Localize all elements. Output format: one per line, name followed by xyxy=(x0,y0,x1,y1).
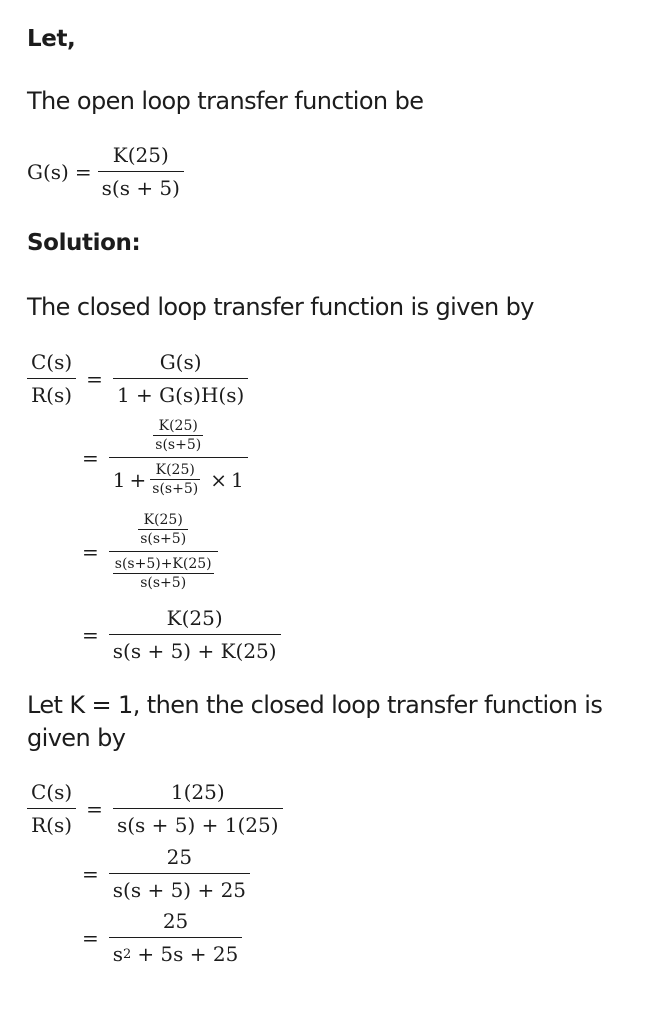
one: 1 xyxy=(112,467,126,492)
denominator: 1 + G(s)H(s) xyxy=(116,383,245,408)
s-base: s xyxy=(112,942,124,967)
k1-eq-line-2 xyxy=(80,845,250,902)
equals-sign: = xyxy=(82,539,99,564)
numerator: G(s) xyxy=(159,350,202,374)
inner-fraction xyxy=(153,418,203,453)
equals-sign: = xyxy=(86,366,103,391)
closed-loop-eq-line-3 xyxy=(80,512,218,591)
equals-sign: = xyxy=(82,861,99,886)
s-exponent: 2 xyxy=(123,946,132,962)
equals-sign: = xyxy=(82,622,99,647)
equals-sign: = xyxy=(86,796,103,821)
inner-numerator: s(s+5)+K(25) xyxy=(114,556,212,573)
inner-denominator: s(s+5) xyxy=(140,575,187,592)
denominator: s(s + 5) + 1(25) xyxy=(116,813,279,838)
numerator: 25 xyxy=(162,909,189,933)
denominator xyxy=(109,552,218,591)
open-loop-equation xyxy=(27,143,184,200)
inner-denominator: s(s+5) xyxy=(140,531,187,547)
one: 1 xyxy=(230,467,244,492)
closed-loop-eq-line-2 xyxy=(80,418,248,497)
k1-fraction-2 xyxy=(109,845,250,902)
numerator: 1(25) xyxy=(170,780,225,804)
compound-fraction-1 xyxy=(109,418,248,497)
k1-eq-line-1 xyxy=(27,780,283,837)
open-loop-fraction xyxy=(98,143,184,200)
denominator: s(s + 5) xyxy=(101,176,180,201)
closed-loop-result xyxy=(109,606,281,663)
inner-numerator: K(25) xyxy=(155,462,195,479)
denominator: s(s + 5) + K(25) xyxy=(112,639,277,664)
inner-numerator: K(25) xyxy=(158,418,198,434)
cs-over-rs xyxy=(27,780,76,837)
closed-loop-eq-line-4 xyxy=(80,606,281,663)
denominator: R(s) xyxy=(31,813,73,838)
gs-over-1-plus-gh xyxy=(113,350,248,407)
equals-sign: = xyxy=(82,925,99,950)
let-heading: Let, xyxy=(27,26,76,52)
numerator xyxy=(149,418,207,457)
numerator: K(25) xyxy=(112,143,169,167)
final-transfer-function xyxy=(109,909,243,966)
let-k-text: Let K = 1, then the closed loop transfer function is given by xyxy=(27,691,603,752)
poly-tail: + 5s + 25 xyxy=(137,942,239,967)
numerator: C(s) xyxy=(31,780,73,804)
compound-fraction-2 xyxy=(109,512,218,591)
inner-denominator: s(s+5) xyxy=(155,437,202,453)
denominator: R(s) xyxy=(31,383,73,408)
plus-sign: + xyxy=(129,467,147,492)
equals-sign: = xyxy=(82,445,99,470)
solution-heading: Solution: xyxy=(27,230,141,256)
denominator: s(s + 5) + 25 xyxy=(112,878,247,903)
cs-over-rs xyxy=(27,350,76,407)
numerator xyxy=(134,512,192,551)
times-sign: × xyxy=(210,467,227,492)
g-of-s-label: G(s) xyxy=(27,159,69,184)
inner-fraction xyxy=(138,512,188,547)
inner-numerator: K(25) xyxy=(143,512,183,528)
inner-fraction xyxy=(150,462,200,497)
equals-sign: = xyxy=(74,159,92,184)
k1-fraction xyxy=(113,780,283,837)
numerator: K(25) xyxy=(166,606,223,630)
k1-eq-line-3 xyxy=(80,909,242,966)
closed-loop-eq-line-1 xyxy=(27,350,248,407)
denominator xyxy=(109,938,243,966)
inner-denominator: s(s+5) xyxy=(152,481,199,498)
inner-fraction xyxy=(113,556,214,591)
closed-loop-text: The closed loop transfer function is given by xyxy=(27,293,534,321)
numerator: 25 xyxy=(166,845,193,869)
denominator xyxy=(109,458,248,497)
numerator: C(s) xyxy=(31,350,73,374)
open-loop-text: The open loop transfer function be xyxy=(27,87,424,115)
